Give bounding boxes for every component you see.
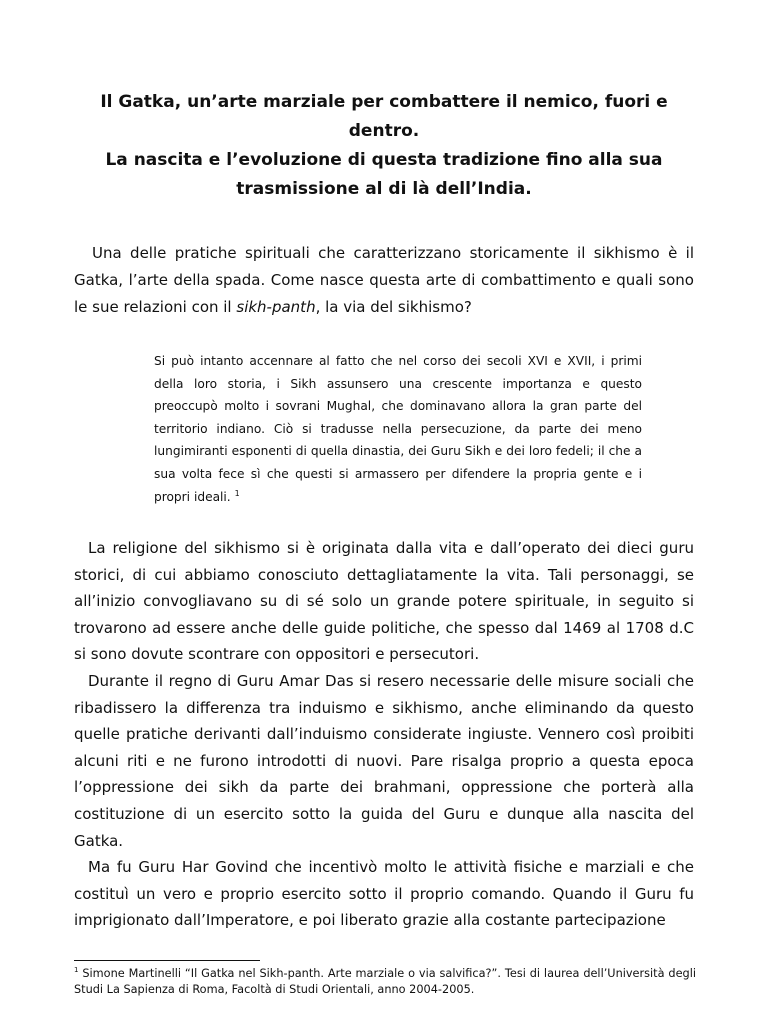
- body-text: [74, 535, 694, 934]
- intro-italic-term: sikh-panth: [236, 298, 316, 316]
- footnote-separator: [74, 960, 260, 961]
- footnote-reference[interactable]: 1: [234, 488, 240, 498]
- intro-text-end: , la via del sikhismo?: [315, 298, 472, 316]
- footnote-text: Simone Martinelli “Il Gatka nel Sikh-panth. Arte marziale o via salvifica?”. Tesi di laurea dell’Università degli Studi La Sapienza di Roma, Facoltà di Studi Orientali, anno 2004-2005.: [74, 967, 696, 996]
- body-paragraph: Ma fu Guru Har Govind che incentivò molto le attività fisiche e marziali e che costituì un vero e proprio esercito sotto il proprio comando. Quando il Guru fu imprigionato dall’Imperatore, e poi liberato grazie alla costante partecipazione: [74, 858, 694, 930]
- intro-text: Una delle pratiche spirituali che caratterizzano storicamente il sikhismo è il Gatka, l’arte della spada. Come nasce questa arte di combattimento e quali sono le sue relazioni con il: [74, 244, 694, 316]
- footnote-mark: 1: [74, 966, 79, 975]
- title-line-2: La nascita e l’evoluzione di questa tradizione fino alla sua trasmissione al di là dell’India.: [105, 150, 663, 199]
- footnote: [74, 966, 696, 997]
- intro-paragraph: [74, 240, 694, 321]
- title-line-1: Il Gatka, un’arte marziale per combattere il nemico, fuori e dentro.: [100, 92, 668, 141]
- body-paragraph: La religione del sikhismo si è originata dalla vita e dall’operato dei dieci guru storici, di cui abbiamo conosciuto dettagliatamente la vita. Tali personaggi, se all’inizio convogliavano su di sé solo un grande potere spirituale, in seguito si trovarono ad essere anche delle guide politiche, che spesso dal 1469 al 1708 d.C si sono dovute scontrare con oppositori e persecutori.: [74, 539, 694, 664]
- block-quote: [154, 350, 642, 508]
- quote-text: Si può intanto accennare al fatto che nel corso dei secoli XVI e XVII, i primi della loro storia, i Sikh assunsero una crescente importanza e questo preoccupò molto i sovrani Mughal, che dominavano allora la gran parte del territorio indiano. Ciò si tradusse nella persecuzione, da parte dei meno lungimiranti esponenti di quella dinastia, dei Guru Sikh e dei loro fedeli; il che a sua volta fece sì che questi si armassero per difendere la propria gente e i propri ideali.: [154, 354, 642, 504]
- body-paragraph: Durante il regno di Guru Amar Das si resero necessarie delle misure sociali che ribadissero la differenza tra induismo e sikhismo, anche eliminando da questo quelle pratiche derivanti dall’induismo considerate ingiuste. Vennero così proibiti alcuni riti e ne furono introdotti di nuovi. Pare risalga proprio a questa epoca l’oppressione dei sikh da parte dei brahmani, oppressione che porterà alla costituzione di un esercito sotto la guida del Guru e dunque alla nascita del Gatka.: [74, 671, 694, 850]
- document-title: [74, 88, 694, 204]
